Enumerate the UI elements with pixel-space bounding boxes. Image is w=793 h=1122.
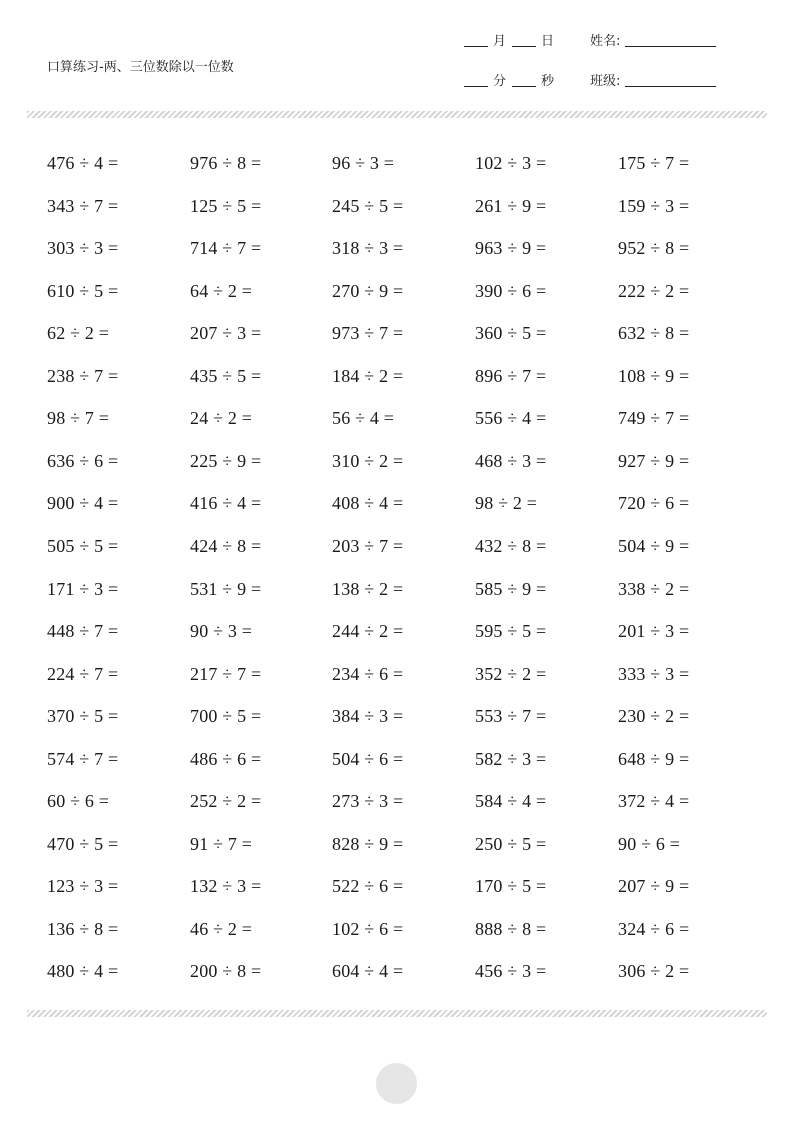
problem-19-4: 888 ÷ 8 =: [475, 918, 547, 939]
problem-14-4: 553 ÷ 7 =: [475, 706, 547, 727]
day-label: 日: [541, 34, 555, 49]
problem-1-2: 976 ÷ 8 =: [190, 153, 262, 173]
problem-2-3: 245 ÷ 5 =: [332, 195, 404, 216]
problem-5-2: 207 ÷ 3 =: [190, 323, 262, 344]
problem-3-3: 318 ÷ 3 =: [332, 238, 404, 259]
problem-5-4: 360 ÷ 5 =: [475, 323, 547, 344]
second-label: 秒: [541, 74, 555, 89]
problem-14-2: 700 ÷ 5 =: [190, 706, 262, 727]
problem-13-1: 224 ÷ 7 =: [47, 663, 119, 684]
problem-15-1: 574 ÷ 7 =: [47, 748, 119, 769]
problem-6-3: 184 ÷ 2 =: [332, 365, 404, 386]
problem-5-3: 973 ÷ 7 =: [332, 323, 404, 344]
problem-13-5: 333 ÷ 3 =: [618, 663, 690, 684]
problem-4-1: 610 ÷ 5 =: [47, 280, 119, 301]
problem-20-2: 200 ÷ 8 =: [190, 961, 262, 982]
problem-17-3: 828 ÷ 9 =: [332, 833, 404, 854]
class-label: 班级:: [590, 74, 621, 89]
problem-19-1: 136 ÷ 8 =: [47, 918, 119, 939]
problem-17-5: 90 ÷ 6 =: [618, 833, 681, 854]
problem-9-4: 98 ÷ 2 =: [475, 493, 538, 514]
problem-15-3: 504 ÷ 6 =: [332, 748, 404, 769]
problem-13-4: 352 ÷ 2 =: [475, 663, 547, 684]
problem-20-4: 456 ÷ 3 =: [475, 961, 547, 982]
problem-10-2: 424 ÷ 8 =: [190, 536, 262, 556]
worksheet-title: 口算练习-两、三位数除以一位数: [47, 60, 234, 75]
problem-17-2: 91 ÷ 7 =: [190, 833, 253, 854]
problem-14-3: 384 ÷ 3 =: [332, 706, 404, 727]
problem-3-1: 303 ÷ 3 =: [47, 238, 119, 259]
problem-6-4: 896 ÷ 7 =: [475, 365, 547, 386]
problem-4-5: 222 ÷ 2 =: [618, 280, 690, 301]
problem-9-3: 408 ÷ 4 =: [332, 493, 404, 514]
problem-18-2: 132 ÷ 3 =: [190, 876, 262, 897]
problem-19-2: 46 ÷ 2 =: [190, 918, 253, 939]
problem-16-2: 252 ÷ 2 =: [190, 791, 262, 812]
problem-9-2: 416 ÷ 4 =: [190, 493, 262, 514]
problem-18-5: 207 ÷ 9 =: [618, 876, 690, 897]
problem-7-4: 556 ÷ 4 =: [475, 408, 547, 429]
problem-6-5: 108 ÷ 9 =: [618, 365, 690, 386]
problem-2-5: 159 ÷ 3 =: [618, 195, 690, 216]
problem-2-4: 261 ÷ 9 =: [475, 195, 547, 216]
problem-11-5: 338 ÷ 2 =: [618, 578, 690, 599]
problem-7-1: 98 ÷ 7 =: [47, 408, 110, 429]
problem-4-3: 270 ÷ 9 =: [332, 280, 404, 301]
problem-1-3: 96 ÷ 3 =: [332, 153, 395, 173]
problem-10-1: 505 ÷ 5 =: [47, 536, 119, 556]
problem-11-3: 138 ÷ 2 =: [332, 578, 404, 599]
problem-8-2: 225 ÷ 9 =: [190, 450, 262, 471]
problem-18-3: 522 ÷ 6 =: [332, 876, 404, 897]
problem-10-5: 504 ÷ 9 =: [618, 536, 690, 556]
problem-2-1: 343 ÷ 7 =: [47, 195, 119, 216]
problem-10-3: 203 ÷ 7 =: [332, 536, 404, 556]
problem-7-5: 749 ÷ 7 =: [618, 408, 690, 429]
problem-17-1: 470 ÷ 5 =: [47, 833, 119, 854]
problem-5-1: 62 ÷ 2 =: [47, 323, 110, 344]
problem-15-5: 648 ÷ 9 =: [618, 748, 690, 769]
problem-12-2: 90 ÷ 3 =: [190, 621, 253, 641]
problem-1-1: 476 ÷ 4 =: [47, 153, 119, 173]
problem-7-2: 24 ÷ 2 =: [190, 408, 253, 429]
problem-1-4: 102 ÷ 3 =: [475, 153, 547, 173]
problem-8-1: 636 ÷ 6 =: [47, 450, 119, 471]
problem-16-4: 584 ÷ 4 =: [475, 791, 547, 812]
problem-9-5: 720 ÷ 6 =: [618, 493, 690, 514]
name-label: 姓名:: [590, 34, 621, 49]
problem-17-4: 250 ÷ 5 =: [475, 833, 547, 854]
problem-16-5: 372 ÷ 4 =: [618, 791, 690, 812]
month-label: 月: [493, 34, 507, 49]
problem-9-1: 900 ÷ 4 =: [47, 493, 119, 514]
problem-10-4: 432 ÷ 8 =: [475, 536, 547, 556]
problem-8-3: 310 ÷ 2 =: [332, 450, 404, 471]
problem-13-3: 234 ÷ 6 =: [332, 663, 404, 684]
problem-8-4: 468 ÷ 3 =: [475, 450, 547, 471]
problem-8-5: 927 ÷ 9 =: [618, 450, 690, 471]
problem-3-5: 952 ÷ 8 =: [618, 238, 690, 259]
problem-15-4: 582 ÷ 3 =: [475, 748, 547, 769]
problem-20-5: 306 ÷ 2 =: [618, 961, 690, 982]
problem-1-5: 175 ÷ 7 =: [618, 153, 690, 173]
problem-7-3: 56 ÷ 4 =: [332, 408, 395, 429]
problem-16-1: 60 ÷ 6 =: [47, 791, 110, 812]
problem-14-5: 230 ÷ 2 =: [618, 706, 690, 727]
problem-11-4: 585 ÷ 9 =: [475, 578, 547, 599]
minute-label: 分: [493, 74, 507, 89]
problem-13-2: 217 ÷ 7 =: [190, 663, 262, 684]
problem-11-2: 531 ÷ 9 =: [190, 578, 262, 599]
problem-18-1: 123 ÷ 3 =: [47, 876, 119, 897]
problem-4-2: 64 ÷ 2 =: [190, 280, 253, 301]
page-number-badge: [376, 1063, 417, 1104]
problem-20-1: 480 ÷ 4 =: [47, 961, 119, 982]
problem-20-3: 604 ÷ 4 =: [332, 961, 404, 982]
problem-6-1: 238 ÷ 7 =: [47, 365, 119, 386]
problem-3-4: 963 ÷ 9 =: [475, 238, 547, 259]
problem-16-3: 273 ÷ 3 =: [332, 791, 404, 812]
problem-4-4: 390 ÷ 6 =: [475, 280, 547, 301]
problem-14-1: 370 ÷ 5 =: [47, 706, 119, 727]
problem-5-5: 632 ÷ 8 =: [618, 323, 690, 344]
problem-3-2: 714 ÷ 7 =: [190, 238, 262, 259]
problem-12-3: 244 ÷ 2 =: [332, 621, 404, 641]
problem-11-1: 171 ÷ 3 =: [47, 578, 119, 599]
problem-18-4: 170 ÷ 5 =: [475, 876, 547, 897]
problem-12-4: 595 ÷ 5 =: [475, 621, 547, 641]
problem-19-5: 324 ÷ 6 =: [618, 918, 690, 939]
bottom-divider: [27, 1010, 767, 1017]
problem-6-2: 435 ÷ 5 =: [190, 365, 262, 386]
problem-15-2: 486 ÷ 6 =: [190, 748, 262, 769]
problem-12-1: 448 ÷ 7 =: [47, 621, 119, 641]
problem-2-2: 125 ÷ 5 =: [190, 195, 262, 216]
problem-19-3: 102 ÷ 6 =: [332, 918, 404, 939]
problem-12-5: 201 ÷ 3 =: [618, 621, 690, 641]
